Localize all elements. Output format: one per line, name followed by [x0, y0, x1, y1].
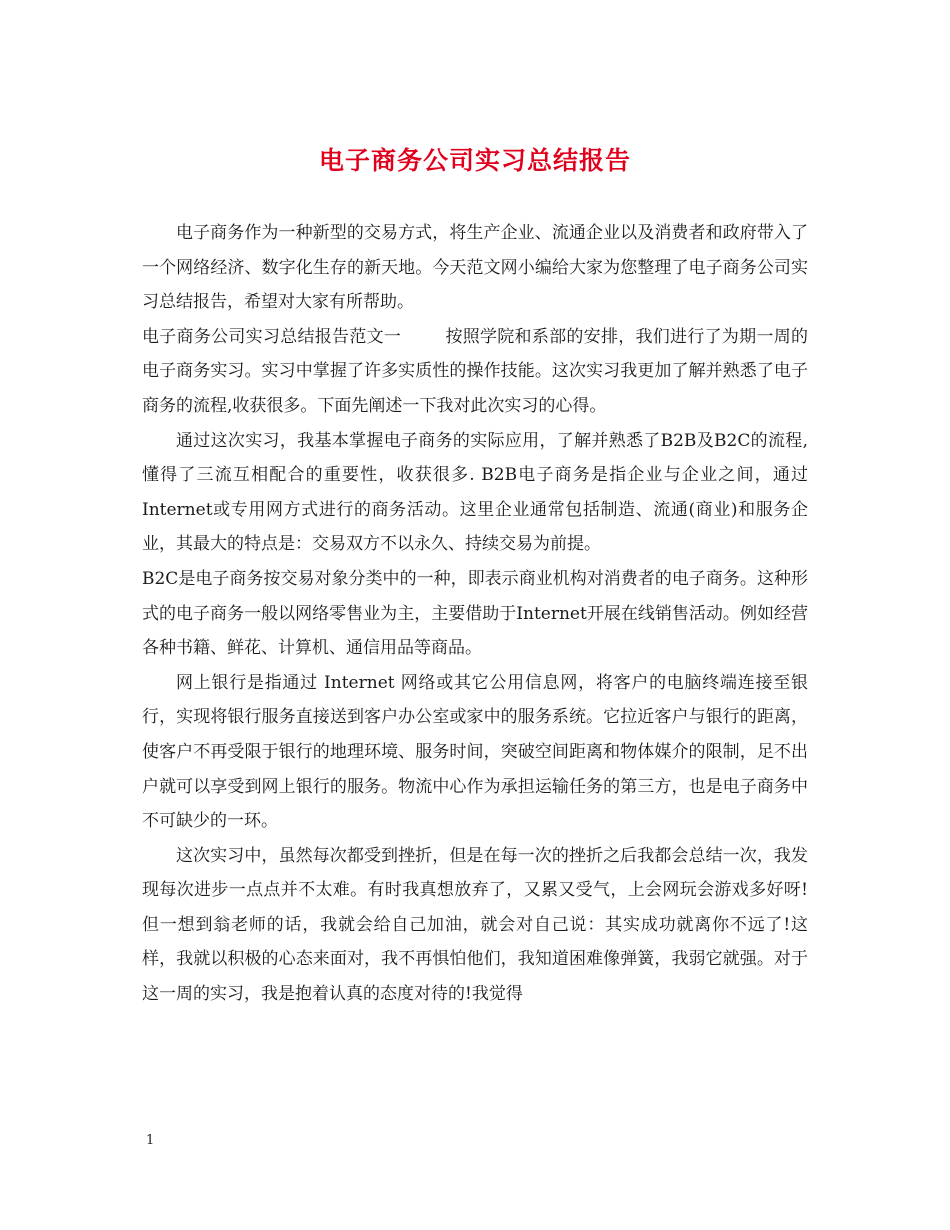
paragraph-b2c: B2C是电子商务按交易对象分类中的一种，即表示商业机构对消费者的电子商务。这种形式的电子商务一般以网络零售业为主，主要借助于Internet开展在线销售活动。例如经营各种书籍、鲜花、计算机、通信用品等商品。	[142, 568, 808, 659]
paragraph-online-banking: 网上银行是指通过 Internet 网络或其它公用信息网，将客户的电脑终端连接至银行，实现将银行服务直接送到客户办公室或家中的服务系统。它拉近客户与银行的距离，使客户不再受限于银行的地理环境、服务时间，突破空间距离和物体媒介的限制，足不出户就可以享受到网上银行的服务。物流中心作为承担运输任务的第三方，也是电子商务中不可缺少的一环。	[142, 672, 808, 832]
document-title: 电子商务公司实习总结报告	[318, 146, 631, 175]
section-heading: 电子商务公司实习总结报告范文一	[142, 326, 402, 347]
paragraph-reflection: 这次实习中，虽然每次都受到挫折，但是在每一次的挫折之后我都会总结一次，我发现每次进步一点点并不太难。有时我真想放弃了，又累又受气，上会网玩会游戏多好呀!但一想到翁老师的话，我就会给自己加油，就会对自己说：其实成功就离你不远了!这样，我就以积极的心态来面对，我不再惧怕他们，我知道困难像弹簧，我弱它就强。对于这一周的实习，我是抱着认真的态度对待的!我觉得	[142, 845, 808, 1005]
paragraph-intro: 电子商务作为一种新型的交易方式，将生产企业、流通企业以及消费者和政府带入了一个网络经济、数字化生存的新天地。今天范文网小编给大家为您整理了电子商务公司实习总结报告，希望对大家有所帮助。	[142, 223, 808, 313]
section-text: 按照学院和系部的安排，我们进行了为期一周的电子商务实习。实习中掌握了许多实质性的操作技能。这次实习我更加了解并熟悉了电子商务的流程,收获很多。下面先阐述一下我对此次实习的心得。	[142, 326, 809, 416]
page-number: 1	[146, 1133, 155, 1148]
paragraph-b2b: 通过这次实习，我基本掌握电子商务的实际应用，了解并熟悉了B2B及B2C的流程,懂得了三流互相配合的重要性，收获很多. B2B电子商务是指企业与企业之间，通过Internet或专用网方式进行的商务活动。这里企业通常包括制造、流通(商业)和服务企业，其最大的特点是：交易双方不以永久、持续交易为前提。	[142, 430, 808, 555]
document-body	[142, 216, 808, 1012]
paragraph-section-one	[142, 320, 808, 424]
